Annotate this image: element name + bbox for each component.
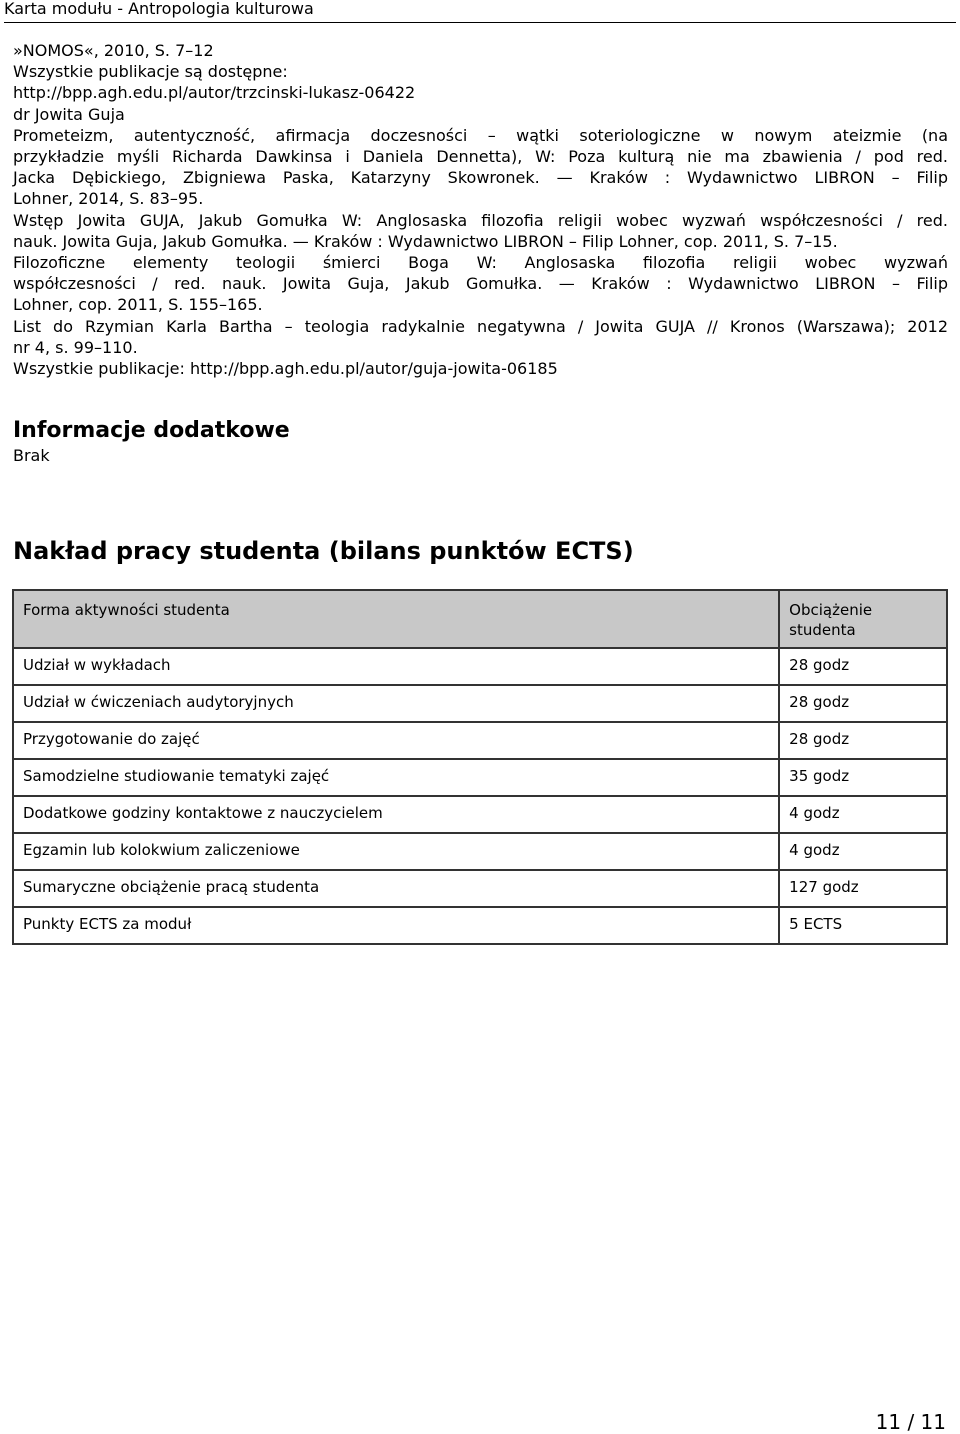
activity-cell: Przygotowanie do zajęć (13, 722, 779, 759)
publication-entry (13, 252, 948, 316)
document-title: Karta modułu - Antropologia kulturowa (4, 0, 314, 18)
activity-cell: Egzamin lub kolokwium zaliczeniowe (13, 833, 779, 870)
literature-line: »NOMOS«, 2010, S. 7–12 (13, 41, 214, 60)
all-publications-link[interactable]: Wszystkie publikacje: http://bpp.agh.edu.pl/autor/guja-jowita-06185 (13, 359, 558, 379)
header-activity: Forma aktywności studenta (13, 590, 779, 648)
activity-cell: Sumaryczne obciążenie pracą studenta (13, 870, 779, 907)
page-number: 11 / 11 (875, 1410, 946, 1434)
publication-entry (13, 210, 948, 252)
load-cell: 28 godz (779, 722, 947, 759)
table-row (13, 833, 947, 870)
header-load: Obciążenie studenta (779, 590, 947, 648)
table-row (13, 796, 947, 833)
activity-cell: Punkty ECTS za moduł (13, 907, 779, 944)
publication-line: współczesności / red. nauk. Jowita Guja, Jakub Gomułka. — Kraków : Wydawnictwo LIBRON – Filip (13, 274, 948, 294)
additional-info-heading: Informacje dodatkowe (13, 418, 290, 443)
publication-line: List do Rzymian Karla Bartha – teologia radykalnie negatywna / Jowita GUJA // Kronos (Warszawa); 2012 (13, 316, 948, 336)
literature-link[interactable]: http://bpp.agh.edu.pl/autor/trzcinski-lukasz-06422 (13, 83, 416, 103)
author-name: dr Jowita Guja (13, 104, 125, 124)
publication-line: Filozoficzne elementy teologii śmierci Boga W: Anglosaska filozofia religii wobec wyzwań (13, 253, 948, 273)
document-header (4, 0, 956, 23)
publication-line: Lohner, 2014, S. 83–95. (13, 189, 204, 209)
literature-section (13, 40, 948, 379)
table-header-row (13, 590, 947, 648)
publication-line: Jacka Dębickiego, Zbigniewa Paska, Katarzyny Skowronek. — Kraków : Wydawnictwo LIBRON – Filip (13, 168, 948, 188)
publication-line: Lohner, cop. 2011, S. 155–165. (13, 295, 263, 315)
table-row (13, 907, 947, 944)
activity-cell: Udział w ćwiczeniach audytoryjnych (13, 685, 779, 722)
publication-line: nauk. Jowita Guja, Jakub Gomułka. — Kraków : Wydawnictwo LIBRON – Filip Lohner, cop. 2011, S. 7–15. (13, 231, 838, 251)
load-cell: 5 ECTS (779, 907, 947, 944)
table-row (13, 722, 947, 759)
table-row (13, 648, 947, 685)
load-cell: 4 godz (779, 833, 947, 870)
load-cell: 35 godz (779, 759, 947, 796)
publication-line: przykładzie myśli Richarda Dawkinsa i Daniela Dennetta), W: Poza kulturą nie ma zbawienia / pod red. (13, 147, 948, 167)
publication-line: Prometeizm, autentyczność, afirmacja doczesności – wątki soteriologiczne w nowym ateizmie (na (13, 125, 948, 145)
table-row (13, 685, 947, 722)
load-cell: 28 godz (779, 648, 947, 685)
load-cell: 127 godz (779, 870, 947, 907)
load-cell: 28 godz (779, 685, 947, 722)
activity-cell: Dodatkowe godziny kontaktowe z nauczycielem (13, 796, 779, 833)
publication-entry (13, 316, 948, 358)
publication-entry (13, 125, 948, 210)
publication-line: Wstęp Jowita GUJA, Jakub Gomułka W: Anglosaska filozofia religii wobec wyzwań współczesności / red. (13, 210, 948, 230)
activity-cell: Udział w wykładach (13, 648, 779, 685)
table-row (13, 870, 947, 907)
table-row (13, 759, 947, 796)
load-cell: 4 godz (779, 796, 947, 833)
literature-line: Wszystkie publikacje są dostępne: (13, 62, 288, 82)
publication-line: nr 4, s. 99–110. (13, 337, 138, 357)
ects-table (12, 589, 948, 945)
workload-heading: Nakład pracy studenta (bilans punktów ECTS) (13, 537, 634, 565)
additional-info-text: Brak (13, 446, 50, 465)
activity-cell: Samodzielne studiowanie tematyki zajęć (13, 759, 779, 796)
